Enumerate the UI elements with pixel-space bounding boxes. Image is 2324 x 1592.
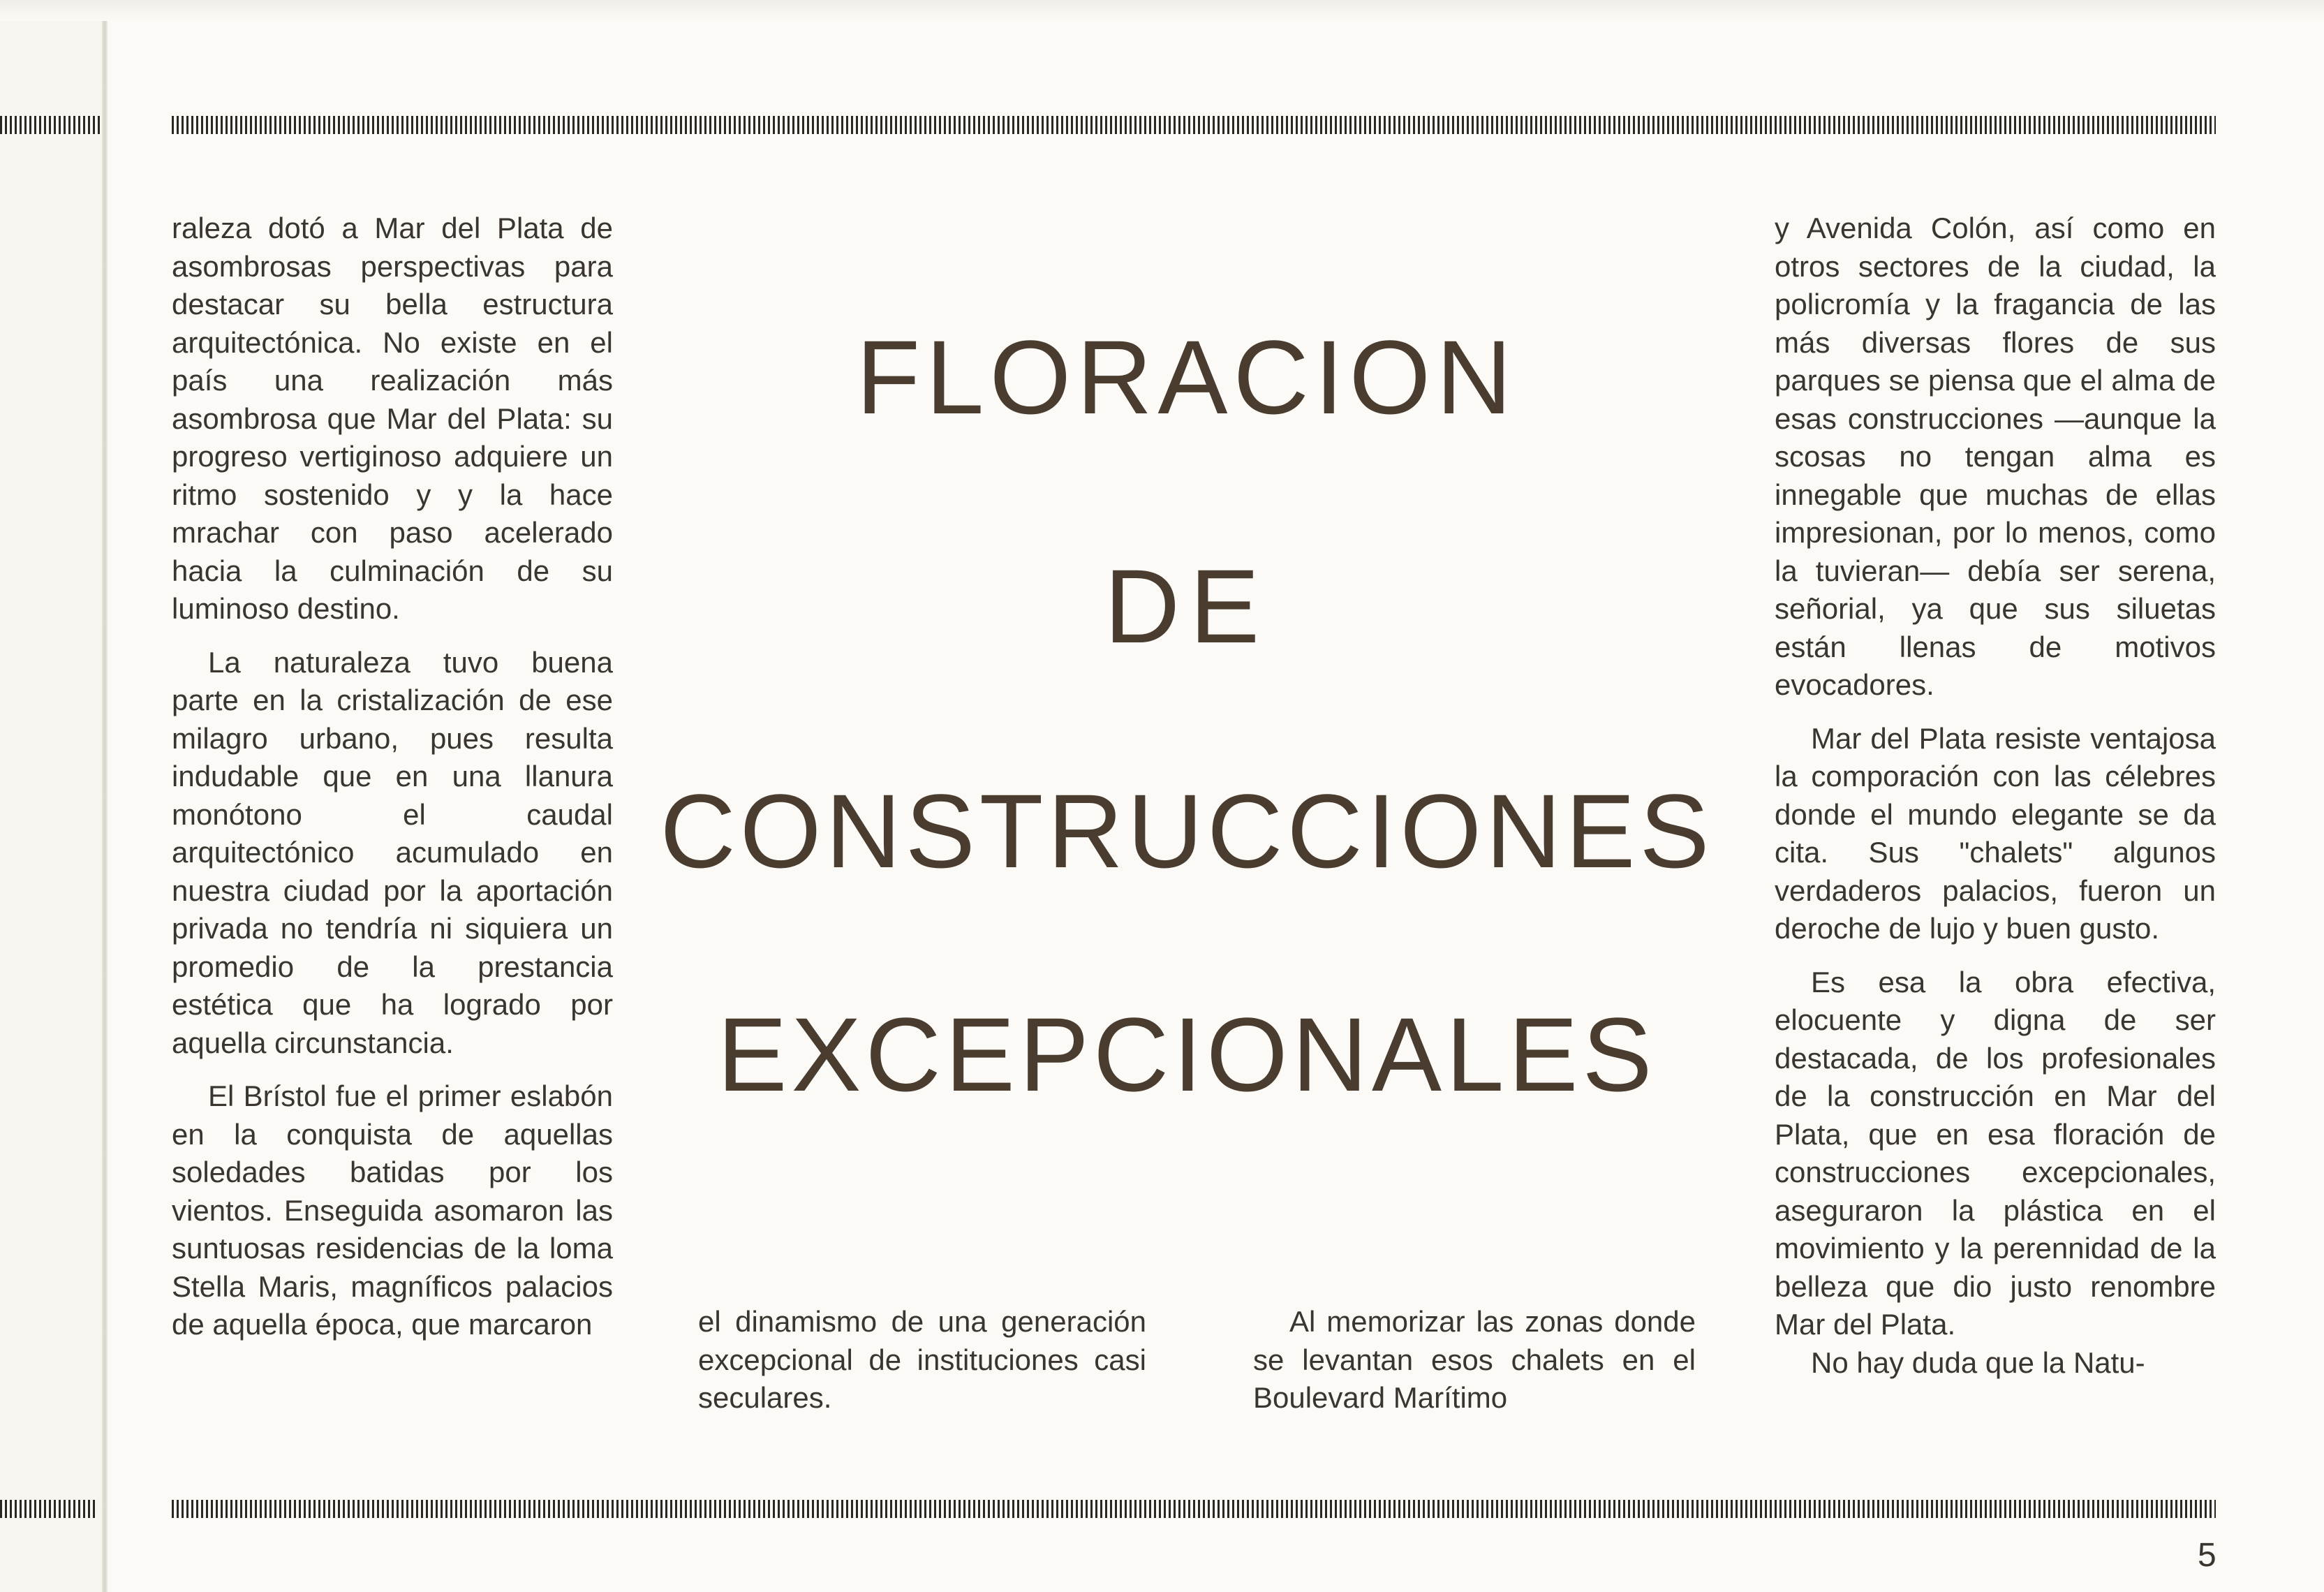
paragraph: No hay duda que la Natu-: [1811, 1346, 2145, 1379]
paragraph: el dinamismo de una generación excepcional de instituciones casi seculares.: [698, 1305, 1146, 1414]
article-title: [628, 307, 1745, 1124]
title-line-2: DE: [1104, 547, 1270, 665]
page-number: 5: [2198, 1537, 2216, 1574]
paragraph: raleza dotó a Mar del Plata de asombrosas perspectivas para destacar su bella estructura arquitectónica. No existe en el país una realización más asombrosa que Mar del Plata: su progreso vertiginoso adquiere un ritmo sostenido y y la hace mrachar con paso acelerado hacia la culminación de su luminoso destino.: [172, 212, 613, 625]
page-fold: [102, 0, 108, 1592]
paragraph: El Brístol fue el primer eslabón en la conquista de aquellas soledades batidas por los vientos. Enseguida asomaron las suntuosas residencias de la loma Stella Maris, magníficos palacios de aquella época, que marcaron: [172, 1079, 613, 1341]
top-rule-left: [0, 116, 101, 134]
paragraph: Es esa la obra efectiva, elocuente y digna de ser destacada, de los profesionales de la construcción en Mar del Plata, que en esa floración de construcciones excepcionales, aseguraron la plástica en el movimiento y la perennidad de la belleza que dio justo renombre Mar del Plata.: [1775, 965, 2216, 1341]
right-text-column: [1775, 209, 2216, 1382]
paragraph: Al memorizar las zonas donde se levantan esos chalets en el Boulevard Marítimo: [1253, 1305, 1696, 1414]
middle-text-column-1: [698, 1303, 1146, 1417]
left-page-edge: [0, 0, 105, 1592]
title-line-4: EXCEPCIONALES: [717, 996, 1657, 1113]
middle-text-column-2: [1253, 1303, 1696, 1417]
paragraph: Mar del Plata resiste ventajosa la comporación con las célebres donde el mundo elegante se da cita. Sus "chalets" algunos verdaderos palacios, fueron un deroche de lujo y buen gusto.: [1775, 721, 2216, 945]
top-rule: [172, 116, 2216, 134]
bottom-rule: [172, 1500, 2216, 1518]
paragraph: La naturaleza tuvo buena parte en la cristalización de ese milagro urbano, pues resulta indudable que en una llanura monótono el caudal arquitectónico acumulado en nuestra ciudad por la aportación privada no tendría ni siquiera un promedio de la prestancia estética que ha logrado por aquella circunstancia.: [172, 645, 613, 1059]
paragraph: y Avenida Colón, así como en otros sectores de la ciudad, la policromía y la fragancia de las más diversas flores de sus parques se piensa que el alma de esas construcciones —aunque la scosas no tengan alma es innegable que muchas de ellas impresionan, por lo menos, como la tuvieran— debía ser serena, señorial, ya que sus siluetas están llenas de motivos evocadores.: [1775, 212, 2216, 701]
title-line-3: CONSTRUCCIONES: [660, 772, 1714, 890]
bottom-rule-left: [0, 1500, 96, 1518]
left-text-column: [172, 209, 613, 1344]
title-line-1: FLORACION: [856, 318, 1518, 436]
top-shadow: [0, 0, 2324, 21]
